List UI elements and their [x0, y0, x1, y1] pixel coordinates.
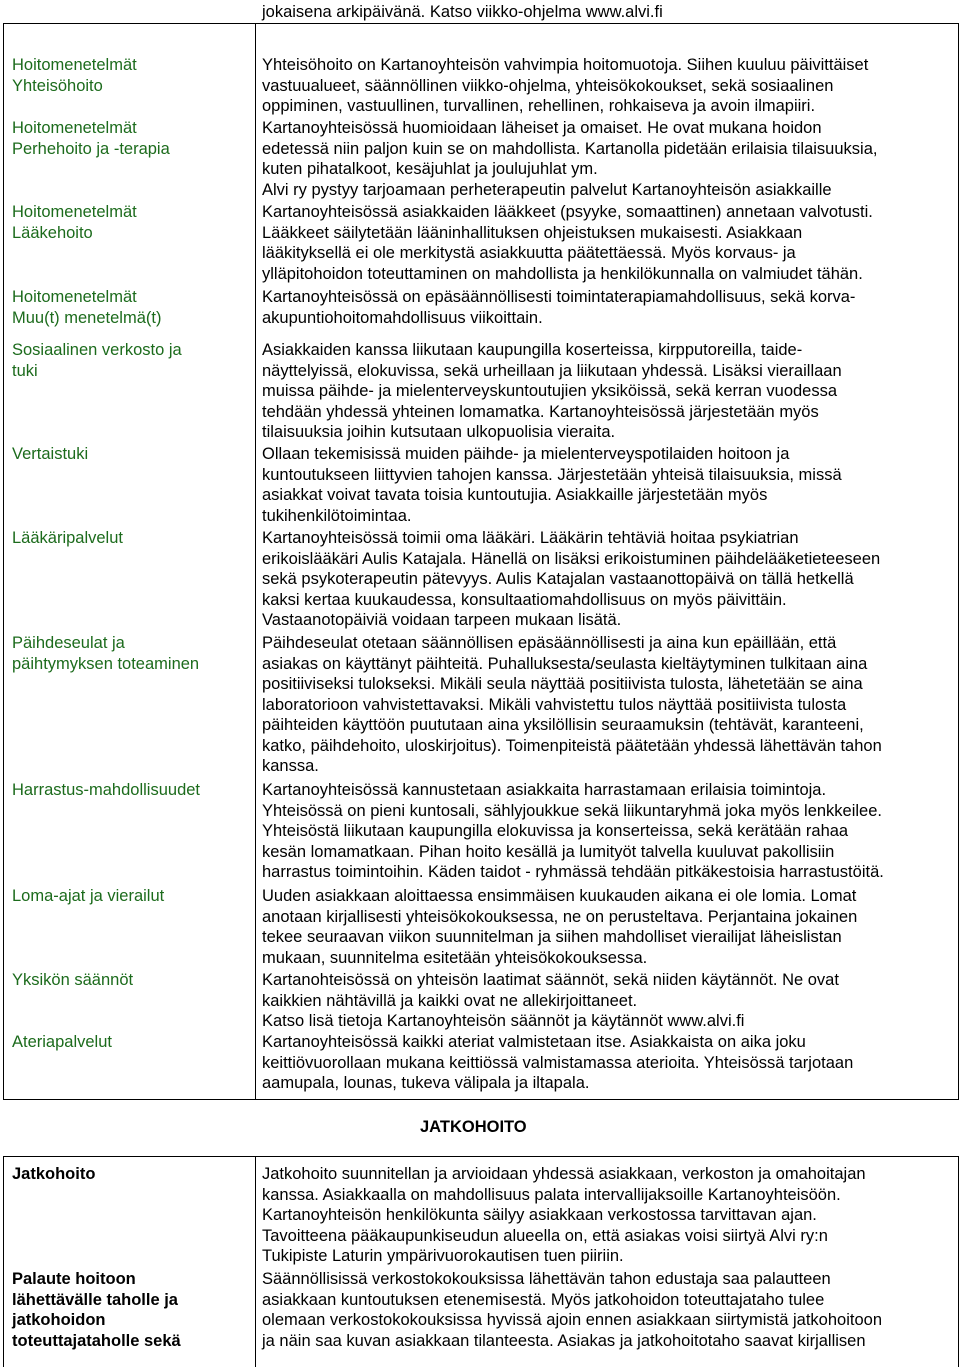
content-muut-menetelmat	[262, 287, 855, 328]
sidebar-item-line: lähettävälle taholle ja	[12, 1290, 178, 1309]
paragraph-line: Ollaan tekemisissä muiden päihde- ja mielenterveyspotilaiden hoitoon ja	[262, 445, 790, 463]
paragraph-line: Yhteisössä on pieni kuntosali, sählyjoukkue sekä liikuntaryhmä joka myös lenkkeilee.	[262, 801, 882, 820]
sidebar-item-loma-ajat	[12, 886, 164, 907]
sidebar-item-title: Hoitomenetelmät	[12, 56, 137, 74]
paragraph-line: oppiminen, vastuullinen, turvallinen, rehellinen, rohkaiseva ja avoin ilmapiiri.	[262, 97, 816, 115]
sidebar-item-jatkohoito	[12, 1164, 95, 1185]
paragraph-line: katko, päihdehoito, uloskirjoitus). Toimenpiteistä päätetään yhdessä lähettävän tahon	[262, 736, 882, 755]
sidebar-item-title: Lääkäripalvelut	[12, 529, 123, 547]
paragraph-line: Yhteisöstä liikutaan kaupungilla elokuvissa ja konserteissa, sekä kerätään rahaa	[262, 822, 849, 840]
section-heading-text: JATKOHOITO	[420, 1118, 527, 1136]
paragraph-line: edetessä niin paljon kuin se on mahdollista. Kartanolla pidetään erilaisia tilaisuuksia,	[262, 139, 878, 158]
paragraph-line: kuntoutukseen liittyvien tahojen kanssa. Järjestetään yhteisä tilaisuuksia, missä	[262, 465, 842, 484]
paragraph-line: tilaisuuksia joihin kutsutaan ulkopuolisia vieraita.	[262, 423, 616, 441]
top-line-text: jokaisena arkipäivänä. Katso viikko-ohjelma www.alvi.fi	[262, 3, 663, 21]
paragraph-line: kesän lomamatkaan. Pihan hoito kesällä ja lumityöt talvella kuuluvat pakollisiin	[262, 842, 835, 861]
paragraph-line: asiakkaan kuntoutuksen etenemisestä. Myös jatkohoidon toteuttajataho tulee	[262, 1290, 825, 1309]
table-bottom-rule	[3, 1099, 959, 1100]
sidebar-item-title: Päihdeseulat ja	[12, 634, 125, 652]
content-harrastus	[262, 780, 884, 883]
paragraph-line: asiakas on käyttänyt päihteitä. Puhalluksesta/seulasta kieltäytyminen tulkitaan aina	[262, 654, 868, 673]
paragraph-line: kaikkien nähtävillä ja kaikki ovat ne allekirjoittaneet.	[262, 991, 638, 1010]
sidebar-item-subtitle: päihtymyksen toteaminen	[12, 654, 200, 673]
sidebar-item-title: Vertaistuki	[12, 445, 89, 463]
sidebar-item-subtitle: Yhteisöhoito	[12, 76, 103, 95]
sidebar-item-subtitle: tuki	[12, 361, 38, 380]
sidebar-item-title: Jatkohoito	[12, 1165, 96, 1183]
paragraph-line: päihteiden käyttöön puututaan aina yksilöllisin seuraamuksin (tehtävät, karanteeni,	[262, 716, 864, 734]
paragraph-line: vastuualueet, säännöllinen viikko-ohjelma, yhteisökokoukset, sekä sosiaalinen	[262, 76, 834, 95]
content-vertaistuki	[262, 444, 842, 526]
paragraph-line: Tavoitteena pääkaupunkiseudun alueella on, että asiakas voisi siirtyä Alvi ry:n	[262, 1226, 828, 1245]
sidebar-item-yksikon-saannot	[12, 970, 133, 991]
sidebar-item-perhehoito	[12, 118, 170, 159]
paragraph-line: Lääkkeet säilytetään lääninhallituksen ohjeistuksen mukaisesti. Asiakkaan	[262, 223, 803, 242]
table-left-rule	[3, 23, 4, 1100]
content-loma-ajat	[262, 886, 857, 968]
sidebar-item-title: Hoitomenetelmät	[12, 203, 137, 221]
content-paihdeseulat	[262, 633, 882, 777]
sidebar-item-vertaistuki	[12, 444, 88, 465]
paragraph-line: tukihenkilötoimintaa.	[262, 506, 412, 525]
paragraph-line: kuten pihatalkoot, kesäjuhlat ja joulujuhlat ym.	[262, 160, 598, 178]
paragraph-line: Kartanoyhteisössä asiakkaiden lääkkeet (psyyke, somaattinen) annetaan valvotusti.	[262, 203, 873, 221]
paragraph-line: ja näin saa kuvan asiakkaan tilanteesta. Asiakas ja jatkohoitotaho saavat kirjallisen	[262, 1331, 866, 1350]
paragraph-line: keittiövuorollaan mukana keittiössä valmistamassa aterioita. Yhteisössä tarjotaan	[262, 1053, 854, 1072]
paragraph-line: Säännöllisissä verkostokokouksissa lähettävän tahon edustaja saa palautteen	[262, 1270, 831, 1288]
paragraph-line: kanssa.	[262, 757, 319, 775]
paragraph-line: näyttelyissä, elokuvissa, sekä urheillaan ja liikutaan yhdessä. Lisäksi vieraillaan	[262, 361, 842, 380]
paragraph-line: kanssa. Asiakkaalla on mahdollisuus palata intervallijaksoille Kartanoyhteisöön.	[262, 1185, 841, 1204]
sidebar-item-yhteisohoito	[12, 55, 137, 96]
paragraph-line: aamupala, lounas, tukeva välipala ja iltapala.	[262, 1074, 590, 1092]
paragraph-line: Asiakkaiden kanssa liikutaan kaupungilla koserteissa, kirpputoreilla, taide-	[262, 341, 803, 359]
content-ateriapalvelut	[262, 1032, 853, 1094]
sidebar-item-subtitle: Perhehoito ja -terapia	[12, 139, 170, 158]
paragraph-line: Katso lisä tietoja Kartanoyhteisön säännöt ja käytännöt www.alvi.fi	[262, 1012, 745, 1030]
paragraph-line: tehdään yhdessä yhteinen lomamatka. Kartanoyhteisössä järjestetään myös	[262, 402, 819, 421]
paragraph-line: positiiviseksi tulokseksi. Mikäli seula näyttää positiivista tulosta, lähetetään se aina	[262, 675, 863, 693]
content-sosiaalinen-verkosto	[262, 340, 842, 443]
content-jatkohoito	[262, 1164, 866, 1267]
paragraph-line: lääkityksellä ei ole merkitystä asiakkuutta päätettäessä. Myös korvaus- ja	[262, 244, 796, 262]
sidebar-item-title: Loma-ajat ja vierailut	[12, 887, 165, 905]
paragraph-line: sekä psykoterapeutin pätevyys. Aulis Katajalan vastaanottopäivä on tällä hetkellä	[262, 570, 854, 588]
table-top-rule	[3, 23, 959, 24]
paragraph-line: Uuden asiakkaan aloittaessa ensimmäisen kuukauden aikana ei ole lomia. Lomat	[262, 887, 857, 905]
lower-table-right-rule	[958, 1156, 959, 1367]
sidebar-item-title: Sosiaalinen verkosto ja	[12, 341, 182, 359]
paragraph-line: Alvi ry pystyy tarjoamaan perheterapeutin palvelut Kartanoyhteisön asiakkaille	[262, 180, 832, 199]
sidebar-item-muut-menetelmat	[12, 287, 161, 328]
sidebar-item-line: jatkohoidon	[12, 1311, 106, 1329]
paragraph-line: Päihdeseulat otetaan säännöllisen epäsäännöllisesti ja aina kun epäillään, että	[262, 634, 837, 652]
paragraph-line: Yhteisöhoito on Kartanoyhteisön vahvimpia hoitomuotoja. Siihen kuuluu päivittäiset	[262, 56, 869, 74]
sidebar-item-ateriapalvelut	[12, 1032, 112, 1053]
paragraph-line: Kartanoyhteisön henkilökunta säilyy asiakkaan verkostossa tarvittavan ajan.	[262, 1206, 817, 1224]
sidebar-item-subtitle: Lääkehoito	[12, 223, 93, 242]
paragraph-line: Jatkohoito suunnitellan ja arvioidaan yhdessä asiakkaan, verkoston ja omahoitajan	[262, 1165, 866, 1183]
sidebar-item-subtitle: Muu(t) menetelmä(t)	[12, 308, 162, 327]
sidebar-item-laakehoito	[12, 202, 137, 243]
paragraph-line: Kartanoyhteisössä huomioidaan läheiset ja omaiset. He ovat mukana hoidon	[262, 119, 822, 137]
lower-table-left-rule	[3, 1156, 4, 1367]
content-perhehoito	[262, 118, 877, 200]
content-palaute	[262, 1269, 882, 1351]
paragraph-line: Kartanohteisössä on yhteisön laatimat säännöt, sekä niiden käytännöt. Ne ovat	[262, 971, 839, 989]
content-yhteisohoito	[262, 55, 868, 117]
paragraph-line: muissa päihde- ja mielenterveyskuntoutujien yksiköissä, sekä kerran vuodessa	[262, 382, 838, 400]
paragraph-line: Kartanoyhteisössä on epäsäännöllisesti toimintaterapiamahdollisuus, sekä korva-	[262, 288, 856, 306]
paragraph-line: ylläpitohoidon toteuttaminen on mahdollista ja henkilökunnalla on valmiudet tähän.	[262, 264, 863, 283]
sidebar-item-harrastus	[12, 780, 200, 801]
sidebar-item-laakaripalvelut	[12, 528, 123, 549]
paragraph-line: Kartanoyhteisössä kannustetaan asiakkaita harrastamaan erilaisia toimintoja.	[262, 781, 827, 799]
paragraph-line: laboratorioon vahvistettavaksi. Mikäli vahvistettu tulos näyttää positiivista tulosta	[262, 695, 847, 714]
paragraph-line: mukaan, suunnitelma esitetään yhteisökokouksessa.	[262, 948, 648, 967]
content-laakehoito	[262, 202, 873, 284]
paragraph-line: kaksi kertaa kuukaudessa, konsultaatiomahdollisuus on myös päivittäin.	[262, 590, 787, 609]
sidebar-item-line: Palaute hoitoon	[12, 1270, 136, 1288]
paragraph-line: asiakkat voivat tavata toisia kuntoutujia. Asiakkaille järjestetään myös	[262, 486, 768, 504]
paragraph-line: Vastaanotopäiviä voidaan tarpeen mukaan lisätä.	[262, 611, 622, 629]
paragraph-line: Kartanoyhteisössä toimii oma lääkäri. Lääkärin tehtäviä hoitaa psykiatrian	[262, 529, 799, 547]
content-laakaripalvelut	[262, 528, 880, 631]
lower-table-column-divider	[255, 1156, 256, 1367]
sidebar-item-title: Yksikön säännöt	[12, 971, 134, 989]
paragraph-line: olemaan verkostokokouksissa hyvissä ajoin ennen asiakkaan siirtymistä jatkohoitoon	[262, 1311, 882, 1329]
section-heading-jatkohoito	[420, 1117, 527, 1138]
sidebar-item-title: Ateriapalvelut	[12, 1033, 112, 1051]
paragraph-line: harrastus toimintoihin. Käden taidot - ryhmässä tehdään pitkäkestoisia harrastustöitä.	[262, 863, 884, 881]
sidebar-item-paihdeseulat	[12, 633, 199, 674]
content-saannot	[262, 970, 839, 1032]
table-right-rule	[958, 23, 959, 1100]
sidebar-item-line: toteuttajataholle sekä	[12, 1331, 181, 1350]
sidebar-item-title: Hoitomenetelmät	[12, 119, 137, 137]
sidebar-item-palaute	[12, 1269, 181, 1351]
paragraph-line: Tukipiste Laturin ympärivuorokautisen tuen piiriin.	[262, 1247, 624, 1265]
sidebar-item-sosiaalinen-verkosto	[12, 340, 182, 381]
top-line	[262, 2, 663, 23]
paragraph-line: akupuntiohoitomahdollisuus viikoittain.	[262, 308, 543, 327]
table-column-divider	[255, 23, 256, 1100]
lower-table-top-rule	[3, 1156, 959, 1157]
sidebar-item-title: Harrastus-mahdollisuudet	[12, 781, 201, 799]
paragraph-line: tekee seuraavan viikon suunnitelman ja siihen mahdolliset vierailijat läheislistan	[262, 928, 842, 946]
paragraph-line: erikoislääkäri Aulis Katajala. Hänellä on lisäksi erikoistuminen päihdelääketieteeseen	[262, 549, 881, 568]
paragraph-line: Kartanoyhteisössä kaikki ateriat valmistetaan itse. Asiakkaista on aika joku	[262, 1033, 806, 1051]
paragraph-line: anotaan kirjallisesti yhteisökokouksessa, ne on perusteltava. Perjantaina jokainen	[262, 907, 858, 926]
sidebar-item-title: Hoitomenetelmät	[12, 288, 137, 306]
